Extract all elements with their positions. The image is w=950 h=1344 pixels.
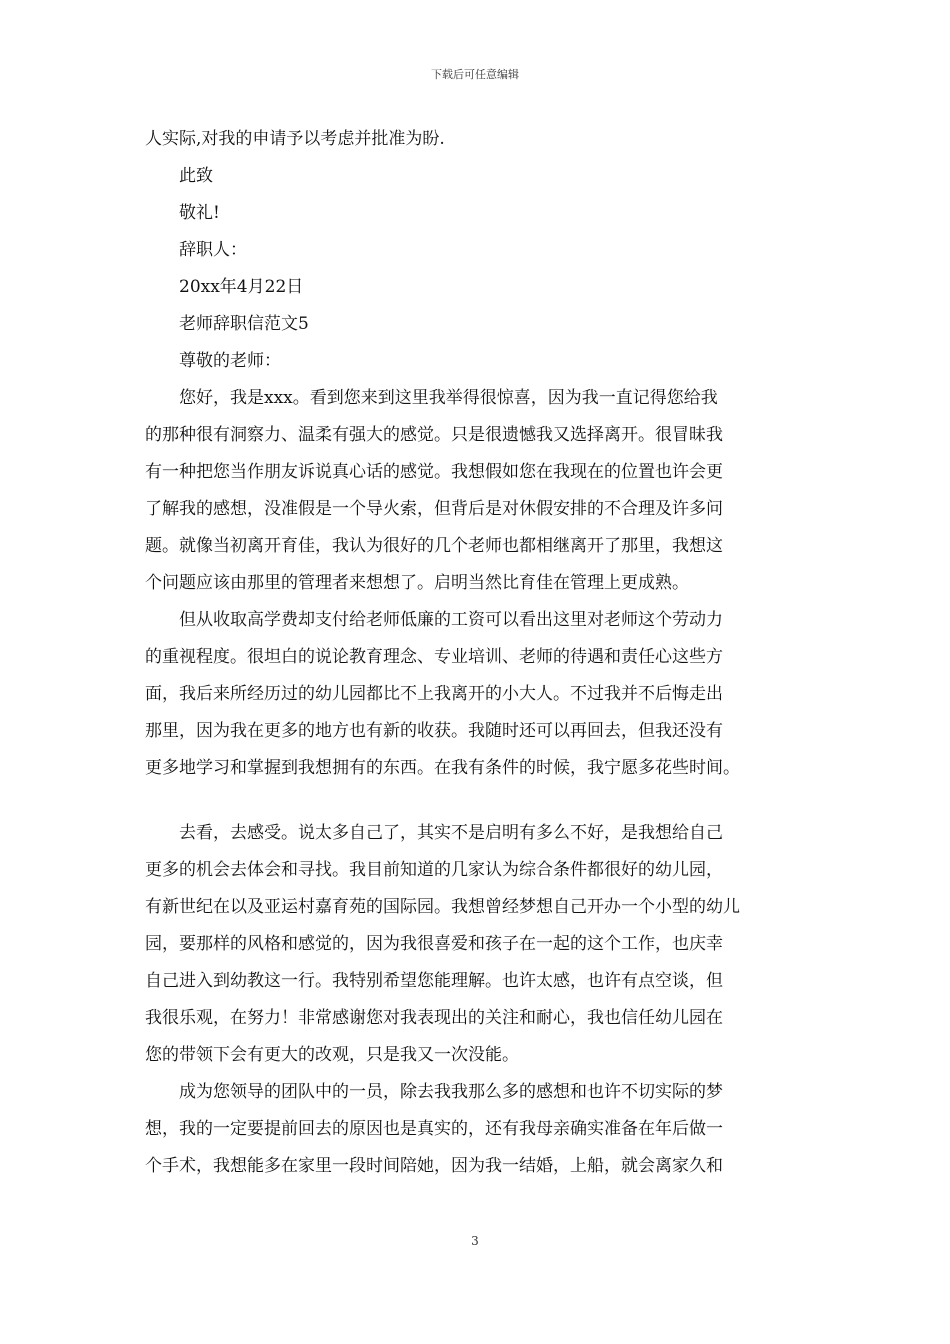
paragraph-line: 面，我后来所经历过的幼儿园都比不上我离开的小大人。不过我并不后悔走出 — [145, 684, 723, 704]
paragraph-line: 但从收取高学费却支付给老师低廉的工资可以看出这里对老师这个劳动力 — [179, 610, 723, 630]
paragraph-line: 想，我的一定要提前回去的原因也是真实的，还有我母亲确实准备在年后做一 — [145, 1119, 723, 1139]
letter-greeting: 尊敬的老师： — [179, 351, 281, 371]
paragraph-line: 个问题应该由那里的管理者来想想了。启明当然比育佳在管理上更成熟。 — [145, 573, 689, 593]
paragraph-line: 有一种把您当作朋友诉说真心话的感觉。我想假如您在我现在的位置也许会更 — [145, 462, 723, 482]
page-number: 3 — [471, 1234, 479, 1248]
signature-label: 辞职人： — [179, 240, 247, 260]
paragraph-line: 自己进入到幼教这一行。我特别希望您能理解。也许太感，也许有点空谈，但 — [145, 971, 723, 991]
paragraph-line: 的重视程度。很坦白的说论教育理念、专业培训、老师的待遇和责任心这些方 — [145, 647, 723, 667]
page-header: 下载后可任意编辑 — [431, 68, 519, 81]
paragraph-line: 人实际,对我的申请予以考虑并批准为盼. — [145, 129, 445, 149]
paragraph-line: 您的带领下会有更大的改观，只是我又一次没能。 — [145, 1045, 519, 1065]
section-title: 老师辞职信范文5 — [179, 314, 309, 334]
closing-regards: 敬礼! — [179, 203, 220, 223]
paragraph-line: 有新世纪在以及亚运村嘉育苑的国际园。我想曾经梦想自己开办一个小型的幼儿 — [145, 897, 740, 917]
paragraph-line: 成为您领导的团队中的一员，除去我我那么多的感想和也许不切实际的梦 — [179, 1082, 723, 1102]
paragraph-line: 更多地学习和掌握到我想拥有的东西。在我有条件的时候，我宁愿多花些时间。 — [145, 758, 740, 778]
paragraph-line: 个手术，我想能多在家里一段时间陪她，因为我一结婚，上船，就会离家久和 — [145, 1156, 723, 1176]
paragraph-line: 了解我的感想，没准假是一个导火索，但背后是对休假安排的不合理及许多问 — [145, 499, 723, 519]
paragraph-line: 您好，我是xxx。看到您来到这里我举得很惊喜，因为我一直记得您给我 — [179, 388, 718, 408]
paragraph-line: 那里，因为我在更多的地方也有新的收获。我随时还可以再回去，但我还没有 — [145, 721, 723, 741]
paragraph-gap — [145, 787, 810, 815]
paragraph-line: 的那种很有洞察力、温柔有强大的感觉。只是很遗憾我又选择离开。很冒昧我 — [145, 425, 723, 445]
paragraph-line: 我很乐观，在努力！非常感谢您对我表现出的关注和耐心，我也信任幼儿园在 — [145, 1008, 723, 1028]
paragraph-line: 园，要那样的风格和感觉的，因为我很喜爱和孩子在一起的这个工作，也庆幸 — [145, 934, 723, 954]
paragraph-line: 去看，去感受。说太多自己了，其实不是启明有多么不好，是我想给自己 — [179, 823, 723, 843]
closing-salutation: 此致 — [179, 166, 213, 186]
letter-date: 20xx年4月22日 — [179, 277, 304, 297]
document-body — [145, 121, 810, 1185]
paragraph-line: 更多的机会去体会和寻找。我目前知道的几家认为综合条件都很好的幼儿园， — [145, 860, 723, 880]
paragraph-line: 题。就像当初离开育佳，我认为很好的几个老师也都相继离开了那里，我想这 — [145, 536, 723, 556]
